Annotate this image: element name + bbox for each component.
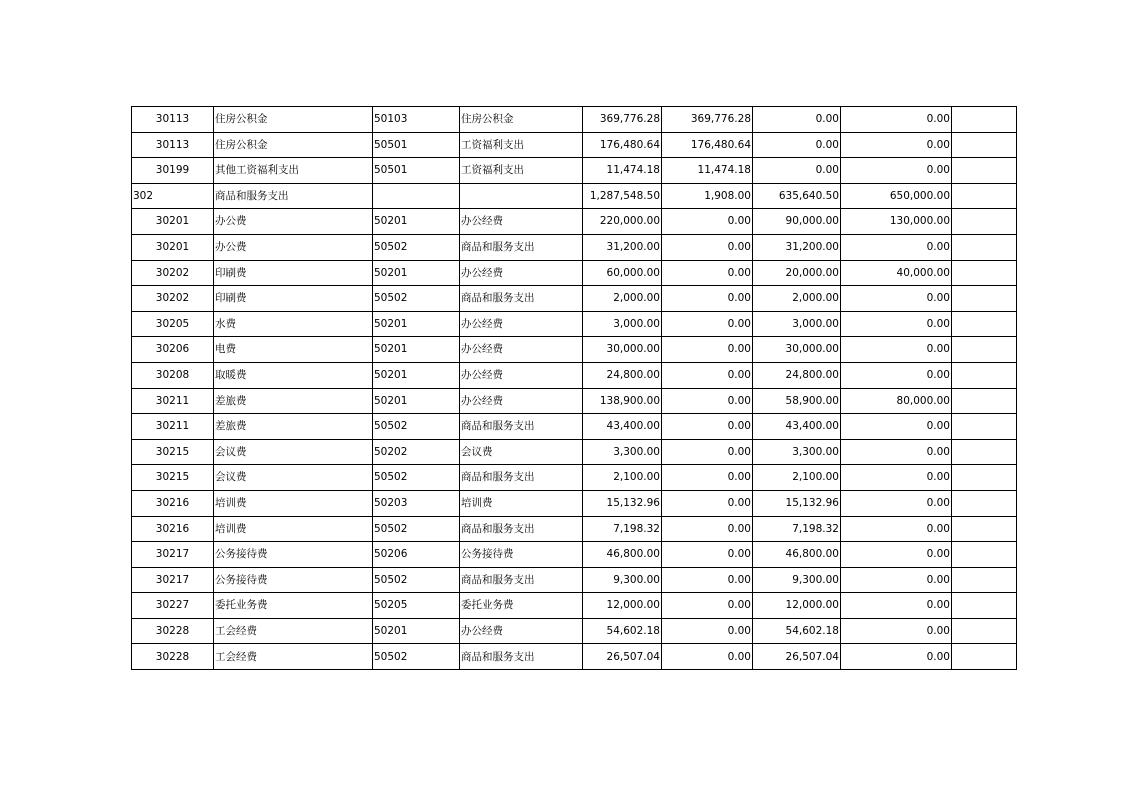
econ-name-cell: 公务接待费 — [214, 567, 373, 593]
econ-name-cell: 住房公积金 — [214, 107, 373, 133]
table-row — [132, 158, 1017, 184]
amount-col2-cell: 0.00 — [662, 542, 753, 568]
gov-name-cell: 会议费 — [460, 439, 583, 465]
amount-col5-cell — [952, 337, 1017, 363]
amount-col3-cell: 0.00 — [753, 132, 841, 158]
table-row — [132, 286, 1017, 312]
econ-code-cell: 30228 — [132, 618, 214, 644]
amount-col5-cell — [952, 362, 1017, 388]
amount-col2-cell: 0.00 — [662, 465, 753, 491]
table-row — [132, 439, 1017, 465]
total-amount-cell: 369,776.28 — [583, 107, 662, 133]
amount-col3-cell: 3,300.00 — [753, 439, 841, 465]
total-amount-cell: 3,300.00 — [583, 439, 662, 465]
amount-col5-cell — [952, 234, 1017, 260]
table-row — [132, 465, 1017, 491]
econ-code-cell: 302 — [132, 183, 214, 209]
econ-code-cell: 30217 — [132, 567, 214, 593]
amount-col5-cell — [952, 618, 1017, 644]
amount-col5-cell — [952, 388, 1017, 414]
amount-col5-cell — [952, 158, 1017, 184]
gov-name-cell: 住房公积金 — [460, 107, 583, 133]
table-row — [132, 260, 1017, 286]
amount-col3-cell: 9,300.00 — [753, 567, 841, 593]
table-body — [132, 107, 1017, 670]
amount-col2-cell: 0.00 — [662, 414, 753, 440]
amount-col3-cell: 24,800.00 — [753, 362, 841, 388]
gov-name-cell: 办公经费 — [460, 260, 583, 286]
gov-name-cell: 办公经费 — [460, 388, 583, 414]
amount-col5-cell — [952, 286, 1017, 312]
gov-code-cell: 50201 — [373, 337, 460, 363]
gov-name-cell: 商品和服务支出 — [460, 567, 583, 593]
amount-col2-cell: 0.00 — [662, 337, 753, 363]
econ-code-cell: 30211 — [132, 414, 214, 440]
amount-col4-cell: 0.00 — [841, 490, 952, 516]
table-row — [132, 132, 1017, 158]
gov-code-cell: 50206 — [373, 542, 460, 568]
amount-col4-cell: 0.00 — [841, 234, 952, 260]
econ-name-cell: 印刷费 — [214, 260, 373, 286]
amount-col5-cell — [952, 183, 1017, 209]
amount-col4-cell: 80,000.00 — [841, 388, 952, 414]
amount-col4-cell: 0.00 — [841, 618, 952, 644]
econ-name-cell: 工会经费 — [214, 618, 373, 644]
total-amount-cell: 12,000.00 — [583, 593, 662, 619]
econ-code-cell: 30113 — [132, 107, 214, 133]
amount-col5-cell — [952, 311, 1017, 337]
amount-col2-cell: 0.00 — [662, 516, 753, 542]
amount-col5-cell — [952, 414, 1017, 440]
econ-code-cell: 30216 — [132, 516, 214, 542]
amount-col2-cell: 0.00 — [662, 490, 753, 516]
amount-col5-cell — [952, 465, 1017, 491]
table-row — [132, 107, 1017, 133]
amount-col2-cell: 0.00 — [662, 311, 753, 337]
amount-col3-cell: 46,800.00 — [753, 542, 841, 568]
total-amount-cell: 11,474.18 — [583, 158, 662, 184]
amount-col3-cell: 2,100.00 — [753, 465, 841, 491]
econ-name-cell: 委托业务费 — [214, 593, 373, 619]
total-amount-cell: 24,800.00 — [583, 362, 662, 388]
table-row — [132, 644, 1017, 670]
amount-col4-cell: 0.00 — [841, 465, 952, 491]
gov-code-cell: 50103 — [373, 107, 460, 133]
amount-col2-cell: 369,776.28 — [662, 107, 753, 133]
amount-col2-cell: 0.00 — [662, 260, 753, 286]
gov-name-cell: 商品和服务支出 — [460, 234, 583, 260]
gov-code-cell: 50201 — [373, 362, 460, 388]
econ-code-cell: 30113 — [132, 132, 214, 158]
gov-code-cell: 50501 — [373, 158, 460, 184]
econ-code-cell: 30215 — [132, 439, 214, 465]
gov-code-cell: 50502 — [373, 516, 460, 542]
gov-code-cell: 50502 — [373, 567, 460, 593]
amount-col4-cell: 130,000.00 — [841, 209, 952, 235]
amount-col5-cell — [952, 132, 1017, 158]
amount-col5-cell — [952, 209, 1017, 235]
amount-col5-cell — [952, 439, 1017, 465]
econ-name-cell: 会议费 — [214, 465, 373, 491]
gov-name-cell: 办公经费 — [460, 618, 583, 644]
gov-code-cell: 50201 — [373, 388, 460, 414]
gov-code-cell: 50201 — [373, 209, 460, 235]
amount-col3-cell: 90,000.00 — [753, 209, 841, 235]
gov-name-cell: 培训费 — [460, 490, 583, 516]
econ-name-cell: 其他工资福利支出 — [214, 158, 373, 184]
amount-col3-cell: 30,000.00 — [753, 337, 841, 363]
econ-name-cell: 取暖费 — [214, 362, 373, 388]
amount-col2-cell: 0.00 — [662, 644, 753, 670]
econ-code-cell: 30202 — [132, 286, 214, 312]
econ-name-cell: 住房公积金 — [214, 132, 373, 158]
amount-col2-cell: 176,480.64 — [662, 132, 753, 158]
table-row — [132, 567, 1017, 593]
amount-col5-cell — [952, 567, 1017, 593]
total-amount-cell: 46,800.00 — [583, 542, 662, 568]
econ-code-cell: 30217 — [132, 542, 214, 568]
table-row — [132, 337, 1017, 363]
gov-code-cell: 50203 — [373, 490, 460, 516]
econ-code-cell: 30205 — [132, 311, 214, 337]
amount-col3-cell: 20,000.00 — [753, 260, 841, 286]
econ-code-cell: 30211 — [132, 388, 214, 414]
econ-code-cell: 30216 — [132, 490, 214, 516]
amount-col5-cell — [952, 107, 1017, 133]
amount-col2-cell: 0.00 — [662, 388, 753, 414]
amount-col3-cell: 2,000.00 — [753, 286, 841, 312]
gov-name-cell: 委托业务费 — [460, 593, 583, 619]
amount-col5-cell — [952, 542, 1017, 568]
amount-col4-cell: 0.00 — [841, 107, 952, 133]
econ-name-cell: 差旅费 — [214, 414, 373, 440]
gov-code-cell: 50502 — [373, 644, 460, 670]
amount-col2-cell: 0.00 — [662, 567, 753, 593]
econ-code-cell: 30227 — [132, 593, 214, 619]
amount-col4-cell: 0.00 — [841, 439, 952, 465]
amount-col4-cell: 0.00 — [841, 542, 952, 568]
amount-col4-cell: 0.00 — [841, 132, 952, 158]
amount-col4-cell: 0.00 — [841, 567, 952, 593]
econ-name-cell: 水费 — [214, 311, 373, 337]
gov-code-cell: 50502 — [373, 465, 460, 491]
econ-name-cell: 印刷费 — [214, 286, 373, 312]
econ-code-cell: 30215 — [132, 465, 214, 491]
gov-name-cell: 商品和服务支出 — [460, 644, 583, 670]
table-row — [132, 618, 1017, 644]
table-row — [132, 490, 1017, 516]
econ-name-cell: 办公费 — [214, 209, 373, 235]
amount-col4-cell: 0.00 — [841, 311, 952, 337]
amount-col4-cell: 650,000.00 — [841, 183, 952, 209]
econ-code-cell: 30228 — [132, 644, 214, 670]
amount-col3-cell: 7,198.32 — [753, 516, 841, 542]
amount-col4-cell: 0.00 — [841, 337, 952, 363]
total-amount-cell: 54,602.18 — [583, 618, 662, 644]
table-row — [132, 362, 1017, 388]
gov-code-cell: 50502 — [373, 286, 460, 312]
table-row — [132, 542, 1017, 568]
total-amount-cell: 3,000.00 — [583, 311, 662, 337]
table-row — [132, 234, 1017, 260]
total-amount-cell: 2,100.00 — [583, 465, 662, 491]
amount-col4-cell: 0.00 — [841, 644, 952, 670]
econ-name-cell: 培训费 — [214, 516, 373, 542]
gov-code-cell — [373, 183, 460, 209]
amount-col3-cell: 43,400.00 — [753, 414, 841, 440]
total-amount-cell: 2,000.00 — [583, 286, 662, 312]
gov-code-cell: 50502 — [373, 234, 460, 260]
econ-name-cell: 商品和服务支出 — [214, 183, 373, 209]
econ-name-cell: 培训费 — [214, 490, 373, 516]
total-amount-cell: 30,000.00 — [583, 337, 662, 363]
gov-name-cell: 商品和服务支出 — [460, 286, 583, 312]
expenditure-table — [131, 106, 1017, 670]
gov-name-cell: 办公经费 — [460, 362, 583, 388]
econ-code-cell: 30206 — [132, 337, 214, 363]
amount-col2-cell: 0.00 — [662, 593, 753, 619]
total-amount-cell: 15,132.96 — [583, 490, 662, 516]
econ-name-cell: 工会经费 — [214, 644, 373, 670]
gov-code-cell: 50502 — [373, 414, 460, 440]
gov-name-cell: 办公经费 — [460, 337, 583, 363]
gov-name-cell: 商品和服务支出 — [460, 414, 583, 440]
total-amount-cell: 43,400.00 — [583, 414, 662, 440]
gov-code-cell: 50201 — [373, 260, 460, 286]
amount-col2-cell: 11,474.18 — [662, 158, 753, 184]
amount-col4-cell: 0.00 — [841, 286, 952, 312]
gov-name-cell: 工资福利支出 — [460, 132, 583, 158]
total-amount-cell: 176,480.64 — [583, 132, 662, 158]
amount-col4-cell: 0.00 — [841, 414, 952, 440]
gov-code-cell: 50201 — [373, 311, 460, 337]
amount-col2-cell: 0.00 — [662, 209, 753, 235]
amount-col5-cell — [952, 260, 1017, 286]
amount-col4-cell: 0.00 — [841, 516, 952, 542]
amount-col3-cell: 54,602.18 — [753, 618, 841, 644]
econ-code-cell: 30208 — [132, 362, 214, 388]
amount-col5-cell — [952, 593, 1017, 619]
gov-name-cell: 公务接待费 — [460, 542, 583, 568]
econ-code-cell: 30201 — [132, 209, 214, 235]
total-amount-cell: 138,900.00 — [583, 388, 662, 414]
table-row — [132, 414, 1017, 440]
gov-code-cell: 50205 — [373, 593, 460, 619]
total-amount-cell: 220,000.00 — [583, 209, 662, 235]
table-row — [132, 209, 1017, 235]
gov-code-cell: 50202 — [373, 439, 460, 465]
total-amount-cell: 26,507.04 — [583, 644, 662, 670]
table-row — [132, 311, 1017, 337]
amount-col5-cell — [952, 490, 1017, 516]
gov-name-cell — [460, 183, 583, 209]
total-amount-cell: 7,198.32 — [583, 516, 662, 542]
amount-col3-cell: 3,000.00 — [753, 311, 841, 337]
econ-name-cell: 差旅费 — [214, 388, 373, 414]
econ-code-cell: 30202 — [132, 260, 214, 286]
amount-col3-cell: 58,900.00 — [753, 388, 841, 414]
total-amount-cell: 60,000.00 — [583, 260, 662, 286]
amount-col4-cell: 0.00 — [841, 593, 952, 619]
total-amount-cell: 1,287,548.50 — [583, 183, 662, 209]
table-row — [132, 516, 1017, 542]
gov-name-cell: 办公经费 — [460, 209, 583, 235]
econ-name-cell: 会议费 — [214, 439, 373, 465]
amount-col3-cell: 31,200.00 — [753, 234, 841, 260]
econ-name-cell: 电费 — [214, 337, 373, 363]
amount-col2-cell: 0.00 — [662, 286, 753, 312]
amount-col2-cell: 1,908.00 — [662, 183, 753, 209]
category-row — [132, 183, 1017, 209]
gov-name-cell: 工资福利支出 — [460, 158, 583, 184]
amount-col2-cell: 0.00 — [662, 234, 753, 260]
amount-col4-cell: 40,000.00 — [841, 260, 952, 286]
amount-col3-cell: 0.00 — [753, 107, 841, 133]
amount-col3-cell: 12,000.00 — [753, 593, 841, 619]
gov-name-cell: 商品和服务支出 — [460, 516, 583, 542]
amount-col3-cell: 26,507.04 — [753, 644, 841, 670]
econ-name-cell: 公务接待费 — [214, 542, 373, 568]
amount-col2-cell: 0.00 — [662, 618, 753, 644]
total-amount-cell: 9,300.00 — [583, 567, 662, 593]
amount-col2-cell: 0.00 — [662, 362, 753, 388]
gov-name-cell: 商品和服务支出 — [460, 465, 583, 491]
amount-col3-cell: 0.00 — [753, 158, 841, 184]
amount-col5-cell — [952, 516, 1017, 542]
econ-code-cell: 30199 — [132, 158, 214, 184]
gov-code-cell: 50501 — [373, 132, 460, 158]
econ-name-cell: 办公费 — [214, 234, 373, 260]
amount-col3-cell: 15,132.96 — [753, 490, 841, 516]
gov-code-cell: 50201 — [373, 618, 460, 644]
total-amount-cell: 31,200.00 — [583, 234, 662, 260]
econ-code-cell: 30201 — [132, 234, 214, 260]
amount-col5-cell — [952, 644, 1017, 670]
amount-col3-cell: 635,640.50 — [753, 183, 841, 209]
table-row — [132, 388, 1017, 414]
amount-col2-cell: 0.00 — [662, 439, 753, 465]
gov-name-cell: 办公经费 — [460, 311, 583, 337]
amount-col4-cell: 0.00 — [841, 362, 952, 388]
amount-col4-cell: 0.00 — [841, 158, 952, 184]
table-row — [132, 593, 1017, 619]
